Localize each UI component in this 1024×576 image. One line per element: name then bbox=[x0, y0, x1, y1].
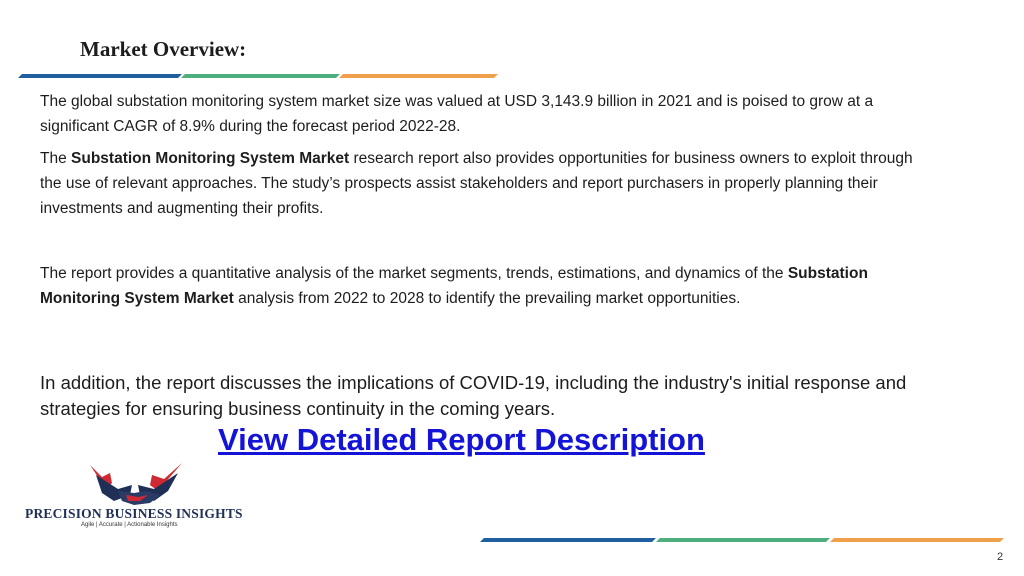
paragraph-covid: In addition, the report discusses the implications of COVID-19, including the industry's initial response and strategies for ensuring business continuity in the coming years. bbox=[40, 372, 907, 419]
market-name-bold: Substation Monitoring System Market bbox=[71, 150, 350, 167]
paragraph-market-size: The global substation monitoring system market size was valued at USD 3,143.9 billion in 2021 and is poised to grow at a significant CAGR of 8.9% during the forecast period 2022-28. bbox=[40, 93, 874, 135]
top-bar-blue bbox=[18, 74, 182, 78]
bottom-bar-blue bbox=[480, 538, 656, 542]
paragraph-opportunities: The Substation Monitoring System Market research report also provides opportunities for business owners to exploit through the use of relevant approaches. The study’s prospects assist stakeholders and report purchasers in properly planning their investments and augmenting their profits. bbox=[40, 150, 913, 217]
paragraph-analysis: The report provides a quantitative analysis of the market segments, trends, estimations, and dynamics of the Substation Monitoring System Market analysis from 2022 to 2028 to identify the prevailing market opportunities. bbox=[40, 265, 868, 307]
view-report-link[interactable]: View Detailed Report Description bbox=[218, 422, 705, 457]
brand-tagline: Agile | Accurate | Actionable Insights bbox=[81, 522, 178, 528]
brand-name: PRECISION BUSINESS INSIGHTS bbox=[25, 506, 243, 521]
market-name-bold: Substation Monitoring System Market bbox=[40, 265, 868, 307]
page-number: 2 bbox=[997, 551, 1004, 563]
top-bar-orange bbox=[339, 74, 498, 78]
top-bar-green bbox=[181, 74, 340, 78]
bottom-bar-orange bbox=[830, 538, 1004, 542]
page-title: Market Overview: bbox=[80, 37, 247, 61]
bottom-bar-green bbox=[656, 538, 830, 542]
